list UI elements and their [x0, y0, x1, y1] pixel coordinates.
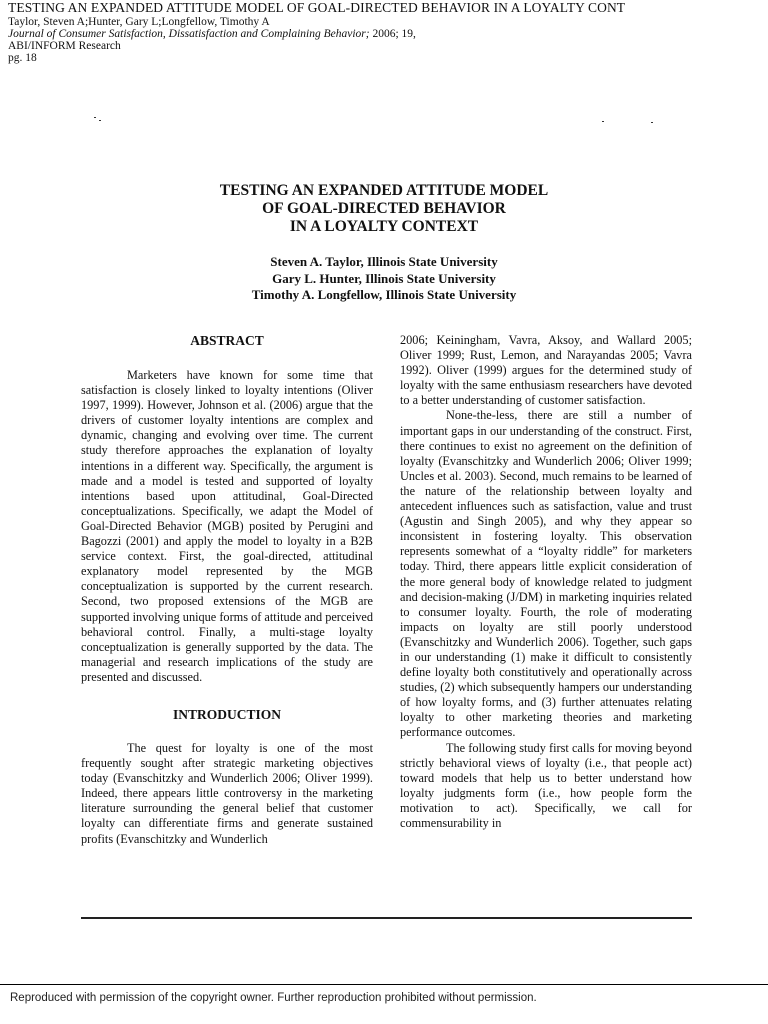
- body-paragraph: 2006; Keiningham, Vavra, Aksoy, and Wallard 2005; Oliver 1999; Rust, Lemon, and Narayandas 2005; Vavra 1992). Oliver (1999) argues for the determined study of loyalty with the same enthusiasm researchers have devoted to a better understanding of customer satisfaction.: [400, 333, 692, 408]
- introduction-heading: INTRODUCTION: [172, 706, 281, 722]
- paper-title-line: TESTING AN EXPANDED ATTITUDE MODEL: [219, 182, 549, 199]
- author-line: Steven A. Taylor, Illinois State University: [270, 254, 498, 269]
- abstract-text: Marketers have known for some time that satisfaction is closely linked to loyalty intentions (Oliver 1997, 1999). However, Johnson et al. (2006) argue that the drivers of customer loyalty intentions are complex and dynamic, changing and evolving over time. The current study therefore approaches the explanation of loyalty intentions in a different way. Specifically, the argument is made and a model is tested and supported of loyalty intentions based upon attitudinal, Goal-Directed conceptualizations. Specifically, we adapt the Model of Goal-Directed Behavior (MGB) posited by Perugini and Bagozzi (2001) and apply the model to loyalty in a B2B service context. First, the goal-directed, attitudinal explanatory model represented by the MGB conceptualization is supported by the current research. Second, two proposed extensions of the MGB are supported involving unique forms of attitude and perceived behavioral control. Finally, a multi-stage loyalty conceptualization is generally supported by the data. The managerial and research implications of the study are presented and discussed.: [81, 368, 373, 684]
- right-column: [400, 333, 692, 831]
- body-paragraph: None-the-less, there are still a number of important gaps in our understanding of the construct. First, there continues to exist no agreement on the definition of loyalty (Evanschitzky and Wunderlich 2006; Oliver 1999; Uncles et al. 2003). Second, much remains to be learned of the nature of the relationship between loyalty and antecedent influences such as satisfaction, value and trust (Agustin and Singh 2005), and why they appear so inconsistent in fostering loyalty. This observation represents somewhat of a “loyalty riddle” for marketers today. Third, there appears little explicit consideration of the more general body of knowledge related to judgment and decision-making (J/DM) in marketing inquiries related to consumer loyalty. Fourth, the role of moderating impacts on loyalty are still poorly understood (Evanschitzky and Wunderlich 2006). Together, such gaps in our understanding (1) make it difficult to consistently define loyalty both constitutively and operationally across studies, (2) which subsequently hampers our understanding of how loyalty forms, and (3) further attenuates relating loyalty to other marketing theories and marketing performance outcomes.: [400, 408, 692, 740]
- paper-authors: [0, 254, 768, 304]
- copyright-footer: Reproduced with permission of the copyright owner. Further reproduction prohibited without permission.: [10, 992, 537, 1004]
- paper-title: [0, 182, 768, 236]
- page-rule: [81, 917, 692, 919]
- header-journal-name: Journal of Consumer Satisfaction, Dissatisfaction and Complaining Behavior;: [8, 28, 370, 40]
- scan-specks: [0, 117, 768, 125]
- header-page: pg. 18: [8, 52, 37, 64]
- document-header: [8, 0, 768, 64]
- abstract-heading: ABSTRACT: [190, 333, 264, 348]
- footer-divider: [0, 984, 768, 985]
- body-paragraph: The following study first calls for moving beyond strictly behavioral views of loyalty (i.e., that people act) toward models that help us to better understand how loyalty judgments form (i.e., how people form the motivation to act). Specifically, we call for commensurability in: [400, 740, 692, 830]
- header-title: TESTING AN EXPANDED ATTITUDE MODEL OF GOAL-DIRECTED BEHAVIOR IN A LOYALTY CONT: [8, 0, 626, 15]
- header-journal-volume: 2006; 19,: [369, 28, 416, 40]
- author-line: Timothy A. Longfellow, Illinois State University: [251, 287, 517, 302]
- introduction-text: The quest for loyalty is one of the most frequently sought after strategic marketing objectives today (Evanschitzky and Wunderlich 2006; Oliver 1999). Indeed, there appears little controversy in the marketing literature surrounding the general belief that customer loyalty can differentiate firms and generate sustained profits (Evanschitzky and Wunderlich: [81, 740, 373, 846]
- header-authors: Taylor, Steven A;Hunter, Gary L;Longfellow, Timothy A: [8, 16, 270, 28]
- author-line: Gary L. Hunter, Illinois State University: [272, 270, 496, 286]
- left-column: [81, 333, 373, 847]
- header-source: ABI/INFORM Research: [8, 40, 121, 52]
- paper-title-line: OF GOAL-DIRECTED BEHAVIOR: [262, 200, 506, 217]
- header-journal: [8, 28, 768, 40]
- paper-title-line: IN A LOYALTY CONTEXT: [289, 218, 479, 235]
